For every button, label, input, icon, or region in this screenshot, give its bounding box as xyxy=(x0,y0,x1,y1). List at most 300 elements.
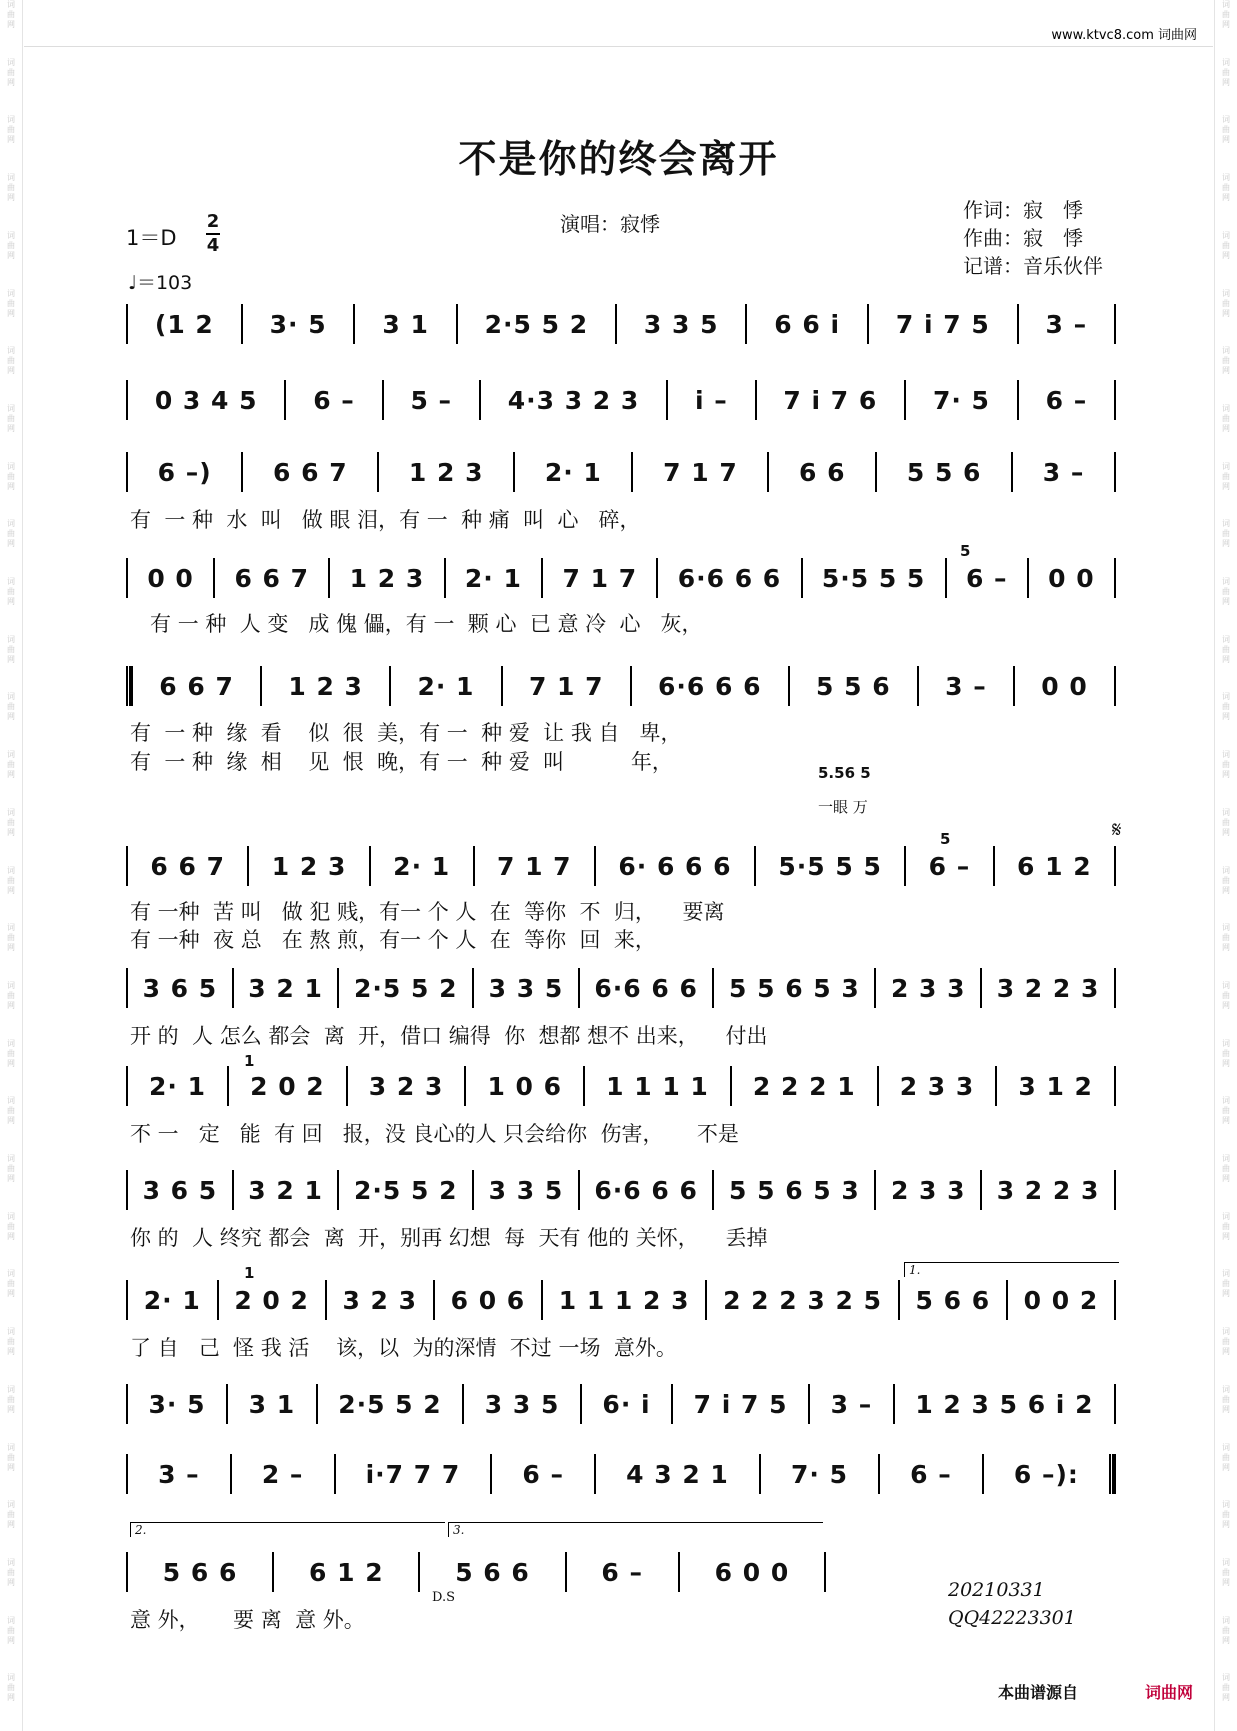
measure: 3 2 3 xyxy=(368,1071,444,1101)
watermark-char: 网 xyxy=(7,250,15,260)
measure: 5·5 5 5 xyxy=(778,851,882,881)
lyric-line-5b: 有 一 种 缘 相 见 恨 晚，有 一 种 爱 叫 年， xyxy=(130,750,673,774)
watermark-char: 网 xyxy=(7,1693,15,1703)
watermark-char: 词 xyxy=(7,57,15,67)
score-row-10 xyxy=(126,1280,1116,1320)
watermark-char: 曲 xyxy=(1222,413,1230,423)
watermark-char: 曲 xyxy=(7,1567,15,1577)
watermark-char: 网 xyxy=(1222,1289,1230,1299)
measure: 0 0 2 xyxy=(1023,1285,1099,1315)
barline xyxy=(1114,452,1116,492)
watermark-char: 曲 xyxy=(7,990,15,1000)
score-row-7 xyxy=(126,968,1116,1008)
watermark-char: 词 xyxy=(1222,1211,1230,1221)
measure: 2 3 3 xyxy=(899,1071,975,1101)
watermark-char: 词 xyxy=(1222,1384,1230,1394)
watermark-char: 曲 xyxy=(7,1625,15,1635)
measure: 1 1 1 1 xyxy=(606,1071,709,1101)
watermark-char: 词 xyxy=(1222,1673,1230,1683)
watermark-char: 曲 xyxy=(1222,67,1230,77)
watermark-char: 词 xyxy=(1222,519,1230,529)
measure: 6· i xyxy=(602,1389,651,1419)
watermark-char: 词 xyxy=(1222,1327,1230,1337)
grace-note-2: 5 xyxy=(940,830,951,848)
watermark-char: 曲 xyxy=(1222,1567,1230,1577)
measure: 3· 5 xyxy=(148,1389,206,1419)
lyric-line-4: 有 一 种 人 变 成 傀 儡，有 一 颗 心 已 意 冷 心 灰， xyxy=(130,612,703,636)
watermark-char: 词 xyxy=(7,1038,15,1048)
ds-marking: D.S xyxy=(432,1590,455,1605)
watermark-char: 网 xyxy=(1222,539,1230,549)
lyric-line-10: 了 自 己 怪 我 活 该，以 为的深情 不过 一场 意外。 xyxy=(130,1336,677,1360)
watermark-char: 曲 xyxy=(7,529,15,539)
measure: 2 2 2 3 2 5 xyxy=(723,1285,882,1315)
measure: 3 2 1 xyxy=(248,1175,323,1205)
measure: 3 6 5 xyxy=(142,973,218,1003)
watermark-char: 网 xyxy=(1222,308,1230,318)
watermark-char: 词 xyxy=(7,230,15,240)
score-row-13 xyxy=(126,1552,826,1592)
measure: 3 – xyxy=(830,1389,873,1419)
measure: 5 5 6 xyxy=(816,671,891,701)
watermark-char: 网 xyxy=(1222,885,1230,895)
measure: 0 0 xyxy=(1041,671,1088,701)
measure: 0 0 xyxy=(1048,563,1095,593)
watermark-char: 网 xyxy=(1222,1635,1230,1645)
watermark-char: 网 xyxy=(7,366,15,376)
score-row-6 xyxy=(126,846,1116,886)
watermark-char: 网 xyxy=(1222,366,1230,376)
watermark-char: 网 xyxy=(1222,827,1230,837)
measure: 2· 1 xyxy=(143,1285,201,1315)
watermark-char: 网 xyxy=(1222,943,1230,953)
measure: 7· 5 xyxy=(932,385,990,415)
barline xyxy=(1114,1066,1116,1106)
watermark-char: 词 xyxy=(7,346,15,356)
measure: 6 – xyxy=(313,385,355,415)
score-row-9 xyxy=(126,1170,1116,1210)
watermark-char: 网 xyxy=(1222,481,1230,491)
qq-text: QQ42223301 xyxy=(948,1607,1076,1629)
measure: 6 – xyxy=(522,1459,564,1489)
measure: 6 0 0 xyxy=(714,1557,790,1587)
watermark-char: 网 xyxy=(7,1577,15,1587)
measure: 6· 6 6 6 xyxy=(618,851,732,881)
notation-credit: 记谱：音乐伙伴 xyxy=(963,254,1103,278)
watermark-char: 曲 xyxy=(7,356,15,366)
barline xyxy=(1114,380,1116,420)
watermark-char: 曲 xyxy=(7,875,15,885)
watermark-char: 网 xyxy=(1222,1058,1230,1068)
measure: 1 0 6 xyxy=(487,1071,563,1101)
measure: 6 – xyxy=(928,851,971,881)
watermark-char: 词 xyxy=(7,403,15,413)
watermark-char: 网 xyxy=(7,1116,15,1126)
watermark-char: 词 xyxy=(1222,0,1230,9)
watermark-char: 网 xyxy=(7,481,15,491)
watermark-char: 词 xyxy=(7,1327,15,1337)
watermark-char: 网 xyxy=(7,20,15,29)
footer-logo[interactable]: 词曲网 xyxy=(1145,1683,1194,1702)
composer-credit: 作曲：寂 悸 xyxy=(963,226,1083,250)
watermark-char: 网 xyxy=(1222,1347,1230,1357)
watermark-char: 网 xyxy=(1222,135,1230,145)
score-row-1 xyxy=(126,304,1116,344)
watermark-char: 曲 xyxy=(1222,1106,1230,1116)
measure: 7 1 7 xyxy=(528,671,604,701)
lyric-line-7: 开 的 人 怎么 都会 离 开，借口 编得 你 想都 想不 出来， 付出 xyxy=(130,1024,768,1048)
watermark-char: 曲 xyxy=(7,1510,15,1520)
watermark-char: 网 xyxy=(1222,423,1230,433)
measure: 6 6 xyxy=(799,457,846,487)
lyric-line-6a: 有 一种 苦 叫 做 犯 贱，有一 个 人 在 等你 不 归， 要离 xyxy=(130,900,725,924)
time-bottom: 4 xyxy=(206,235,220,256)
watermark-char: 词 xyxy=(7,865,15,875)
lyricist-credit: 作词：寂 悸 xyxy=(963,198,1083,222)
barline xyxy=(1114,304,1116,344)
watermark-char: 词 xyxy=(7,1500,15,1510)
measure: 6 6 7 xyxy=(234,563,310,593)
watermark-char: 曲 xyxy=(1222,125,1230,135)
watermark-char: 网 xyxy=(7,770,15,780)
watermark-char: 词 xyxy=(7,1154,15,1164)
measure: 1 2 3 xyxy=(408,457,484,487)
watermark-char: 网 xyxy=(7,1231,15,1241)
watermark-char: 曲 xyxy=(1222,933,1230,943)
measure: 2 2 2 1 xyxy=(752,1071,856,1101)
watermark-char: 词 xyxy=(7,461,15,471)
watermark-char: 曲 xyxy=(1222,240,1230,250)
measure: 3 3 5 xyxy=(484,1389,560,1419)
measure: 6 6 7 xyxy=(273,457,348,487)
measure: 3 1 xyxy=(248,1389,296,1419)
grace-note-1: 5 xyxy=(960,542,971,560)
measure: 3 2 1 xyxy=(248,973,323,1003)
score-row-12 xyxy=(126,1454,1116,1494)
measure: 1 2 3 xyxy=(271,851,347,881)
watermark-char: 曲 xyxy=(7,760,15,770)
second-ending-bracket: 2. xyxy=(130,1522,445,1537)
watermark-char: 网 xyxy=(7,827,15,837)
measure: 1 1 1 2 3 xyxy=(558,1285,690,1315)
watermark-char: 词 xyxy=(1222,403,1230,413)
watermark-char: 曲 xyxy=(1222,875,1230,885)
watermark-char: 曲 xyxy=(7,10,15,19)
measure: 5 6 6 xyxy=(915,1285,991,1315)
watermark-char: 网 xyxy=(1222,1693,1230,1703)
measure: i·7 7 7 xyxy=(365,1459,461,1489)
measure: 2·5 5 2 xyxy=(354,1175,458,1205)
measure: 5·5 5 5 xyxy=(821,563,926,593)
watermark-char: 网 xyxy=(1222,597,1230,607)
watermark-char: 网 xyxy=(7,1000,15,1010)
measure: 4 3 2 1 xyxy=(626,1459,729,1489)
measure: 2· 1 xyxy=(149,1071,207,1101)
watermark-char: 曲 xyxy=(7,298,15,308)
watermark-char: 网 xyxy=(7,77,15,87)
barline xyxy=(824,1552,826,1592)
measure: 7 i 7 5 xyxy=(693,1389,788,1419)
measure: 5 5 6 xyxy=(906,457,982,487)
measure: 3 6 5 xyxy=(142,1175,218,1205)
grace-note-4: 1 xyxy=(244,1264,255,1282)
barline xyxy=(126,666,133,706)
watermark-char: 曲 xyxy=(7,1337,15,1347)
measure: 3 – xyxy=(1042,457,1085,487)
watermark-char: 曲 xyxy=(7,240,15,250)
footer-source: 本曲谱源自 xyxy=(998,1683,1079,1702)
watermark-char: 词 xyxy=(1222,1500,1230,1510)
watermark-char: 曲 xyxy=(1222,471,1230,481)
watermark-char: 网 xyxy=(1222,1577,1230,1587)
watermark-char: 曲 xyxy=(1222,760,1230,770)
site-header[interactable]: www.ktvc8.com 词曲网 xyxy=(1051,28,1197,43)
watermark-char: 词 xyxy=(7,923,15,933)
watermark-char: 网 xyxy=(7,597,15,607)
watermark-char: 词 xyxy=(1222,461,1230,471)
grace-note-3: 1 xyxy=(244,1052,255,1070)
watermark-char: 曲 xyxy=(1222,1452,1230,1462)
watermark-char: 网 xyxy=(1222,1404,1230,1414)
measure: 2· 1 xyxy=(464,563,522,593)
watermark-char: 词 xyxy=(1222,807,1230,817)
measure: 7 1 7 xyxy=(562,563,638,593)
alternate-notes: 5.56 5 xyxy=(818,764,871,782)
measure: 7 1 7 xyxy=(663,457,738,487)
watermark-char: 词 xyxy=(7,519,15,529)
watermark-char: 网 xyxy=(1222,712,1230,722)
watermark-char: 曲 xyxy=(7,587,15,597)
watermark-char: 曲 xyxy=(7,702,15,712)
measure: 3 3 5 xyxy=(488,1175,564,1205)
measure: 3 – xyxy=(945,671,987,701)
watermark-char: 曲 xyxy=(1222,298,1230,308)
score-row-3 xyxy=(126,452,1116,492)
barline xyxy=(1114,1170,1116,1210)
measure: 7· 5 xyxy=(790,1459,848,1489)
barline xyxy=(1114,1280,1116,1320)
watermark-char: 曲 xyxy=(1222,529,1230,539)
time-signature xyxy=(206,212,220,256)
watermark-char: 网 xyxy=(1222,1116,1230,1126)
measure: 5 6 6 xyxy=(162,1557,238,1587)
measure: 2 – xyxy=(261,1459,304,1489)
barline xyxy=(1114,558,1116,598)
measure: 7 1 7 xyxy=(496,851,572,881)
barline xyxy=(1114,968,1116,1008)
measure: 0 3 4 5 xyxy=(154,385,258,415)
date-text: 20210331 xyxy=(948,1579,1045,1601)
watermark-char: 曲 xyxy=(7,1221,15,1231)
watermark-char: 曲 xyxy=(7,413,15,423)
watermark-char: 网 xyxy=(7,943,15,953)
watermark-char: 网 xyxy=(1222,770,1230,780)
measure: 1 2 3 xyxy=(349,563,425,593)
measure: 6 – xyxy=(965,563,1008,593)
watermark-char: 曲 xyxy=(7,1683,15,1693)
measure: 6 –) xyxy=(157,457,212,487)
watermark-char: 网 xyxy=(7,1058,15,1068)
watermark-char: 词 xyxy=(7,115,15,125)
watermark-char: 网 xyxy=(7,423,15,433)
measure: 2 0 2 xyxy=(234,1285,309,1315)
measure: 5 6 6 xyxy=(455,1557,530,1587)
watermark-char: 曲 xyxy=(7,817,15,827)
measure: i – xyxy=(694,385,728,415)
measure: 4·3 3 2 3 xyxy=(507,385,640,415)
lyric-line-3: 有 一 种 水 叫 做 眼 泪，有 一 种 痛 叫 心 碎， xyxy=(130,508,641,532)
watermark-char: 曲 xyxy=(7,1452,15,1462)
watermark-char: 网 xyxy=(1222,1174,1230,1184)
watermark-char: 曲 xyxy=(1222,1221,1230,1231)
measure: 6·6 6 6 xyxy=(677,563,782,593)
watermark-char: 曲 xyxy=(1222,587,1230,597)
lyric-line-8: 不 一 定 能 有 回 报，没 良心的人 只会给你 伤害， 不是 xyxy=(130,1122,739,1146)
measure: 1 2 3 xyxy=(288,671,363,701)
measure: 6 6 7 xyxy=(150,851,225,881)
watermark-char: 曲 xyxy=(1222,1048,1230,1058)
first-ending-bracket: 1. xyxy=(904,1262,1119,1277)
measure: 6 1 2 xyxy=(309,1557,384,1587)
watermark-char: 网 xyxy=(7,1174,15,1184)
watermark-char: 词 xyxy=(1222,115,1230,125)
watermark-char: 词 xyxy=(7,980,15,990)
watermark-char: 词 xyxy=(7,1615,15,1625)
measure: 6 6 7 xyxy=(159,671,234,701)
watermark-char: 曲 xyxy=(7,1106,15,1116)
watermark-char: 曲 xyxy=(7,67,15,77)
measure: 3 2 2 3 xyxy=(996,1175,1100,1205)
watermark-char: 曲 xyxy=(7,1394,15,1404)
watermark-char: 词 xyxy=(1222,57,1230,67)
watermark-char: 曲 xyxy=(7,1048,15,1058)
watermark-char: 词 xyxy=(7,807,15,817)
measure: 3 3 5 xyxy=(488,973,564,1003)
watermark-char: 网 xyxy=(1222,654,1230,664)
watermark-char: 词 xyxy=(1222,865,1230,875)
watermark-char: 词 xyxy=(1222,634,1230,644)
measure: 3 – xyxy=(1045,309,1088,339)
measure: 2·5 5 2 xyxy=(354,973,458,1003)
watermark-char: 词 xyxy=(1222,1154,1230,1164)
measure: 6·6 6 6 xyxy=(594,973,698,1003)
watermark-char: 网 xyxy=(7,308,15,318)
watermark-char: 曲 xyxy=(7,183,15,193)
watermark-char: 词 xyxy=(1222,692,1230,702)
watermark-char: 网 xyxy=(7,885,15,895)
watermark-char: 网 xyxy=(7,1289,15,1299)
watermark-char: 曲 xyxy=(1222,644,1230,654)
segno-sign: 𝄋 xyxy=(1112,818,1122,843)
measure: 1 2 3 5 6 i 2 xyxy=(915,1389,1094,1419)
watermark-char: 词 xyxy=(1222,923,1230,933)
watermark-char: 词 xyxy=(1222,173,1230,183)
watermark-char: 网 xyxy=(7,539,15,549)
watermark-char: 词 xyxy=(1222,288,1230,298)
measure: 7 i 7 5 xyxy=(895,309,990,339)
watermark-char: 网 xyxy=(7,1520,15,1530)
third-ending-bracket: 3. xyxy=(448,1522,823,1537)
measure: 3· 5 xyxy=(269,309,327,339)
lyric-line-6b: 有 一种 夜 总 在 熬 煎，有一 个 人 在 等你 回 来， xyxy=(130,928,656,952)
watermark-char: 词 xyxy=(7,1096,15,1106)
barline xyxy=(1114,1384,1116,1424)
measure: 6·6 6 6 xyxy=(658,671,762,701)
watermark-char: 曲 xyxy=(1222,1394,1230,1404)
watermark-char: 词 xyxy=(7,692,15,702)
watermark-char: 曲 xyxy=(1222,990,1230,1000)
measure: 2 3 3 xyxy=(890,973,966,1003)
header-divider xyxy=(24,46,1213,47)
measure: 2 0 2 xyxy=(250,1071,325,1101)
watermark-char: 词 xyxy=(7,288,15,298)
measure: 6 – xyxy=(1045,385,1088,415)
measure: 2· 1 xyxy=(417,671,475,701)
measure: 6 – xyxy=(601,1557,644,1587)
watermark-char: 曲 xyxy=(1222,356,1230,366)
measure: 6 6 i xyxy=(774,309,841,339)
measure: 6 1 2 xyxy=(1017,851,1092,881)
watermark-char: 词 xyxy=(7,173,15,183)
watermark-char: 曲 xyxy=(7,1279,15,1289)
watermark-char: 词 xyxy=(1222,577,1230,587)
barline xyxy=(1109,1454,1116,1494)
watermark-char: 曲 xyxy=(1222,817,1230,827)
watermark-char: 词 xyxy=(1222,1442,1230,1452)
watermark-char: 词 xyxy=(7,577,15,587)
date-stamp xyxy=(948,1576,1076,1632)
score-row-4 xyxy=(126,558,1116,598)
watermark-char: 曲 xyxy=(1222,1510,1230,1520)
watermark-char: 曲 xyxy=(1222,1683,1230,1693)
watermark-char: 词 xyxy=(1222,1557,1230,1567)
watermark-char: 词 xyxy=(1222,1038,1230,1048)
watermark-char: 词 xyxy=(1222,1096,1230,1106)
watermark-char: 词 xyxy=(1222,1269,1230,1279)
watermark-char: 词 xyxy=(7,750,15,760)
watermark-char: 曲 xyxy=(7,471,15,481)
watermark-char: 词 xyxy=(7,1673,15,1683)
watermark-char: 词 xyxy=(1222,1615,1230,1625)
lyric-line-9: 你 的 人 终究 都会 离 开，别再 幻想 每 天有 他的 关怀， 丢掉 xyxy=(130,1226,768,1250)
score-row-5 xyxy=(126,666,1116,706)
measure: 3 – xyxy=(158,1459,200,1489)
measure: 2·5 5 2 xyxy=(484,309,589,339)
measure: 6·6 6 6 xyxy=(594,1175,698,1205)
alternate-lyric: 一眼 万 xyxy=(818,798,868,816)
watermark-char: 曲 xyxy=(1222,183,1230,193)
barline xyxy=(1114,666,1116,706)
watermark-char: 词 xyxy=(7,0,15,9)
watermark-char: 词 xyxy=(7,1557,15,1567)
song-title: 不是你的终会离开 xyxy=(458,136,779,181)
watermark-char: 词 xyxy=(1222,750,1230,760)
lyric-line-13: 意 外， 要 离 意 外。 xyxy=(130,1608,365,1632)
score-row-2 xyxy=(126,380,1116,420)
lyric-line-5a: 有 一 种 缘 看 似 很 美，有 一 种 爱 让 我 自 卑， xyxy=(130,721,682,745)
watermark-char: 网 xyxy=(1222,1000,1230,1010)
watermark-char: 网 xyxy=(7,1462,15,1472)
credits-block xyxy=(963,196,1103,280)
measure: 6 – xyxy=(910,1459,952,1489)
watermark-char: 网 xyxy=(7,1347,15,1357)
watermark-char: 曲 xyxy=(7,933,15,943)
watermark-char: 网 xyxy=(1222,1520,1230,1530)
key-signature: 1＝D xyxy=(126,226,177,250)
watermark-char: 词 xyxy=(7,1442,15,1452)
watermark-char: 网 xyxy=(7,712,15,722)
measure: 5 5 6 5 3 xyxy=(729,973,860,1003)
